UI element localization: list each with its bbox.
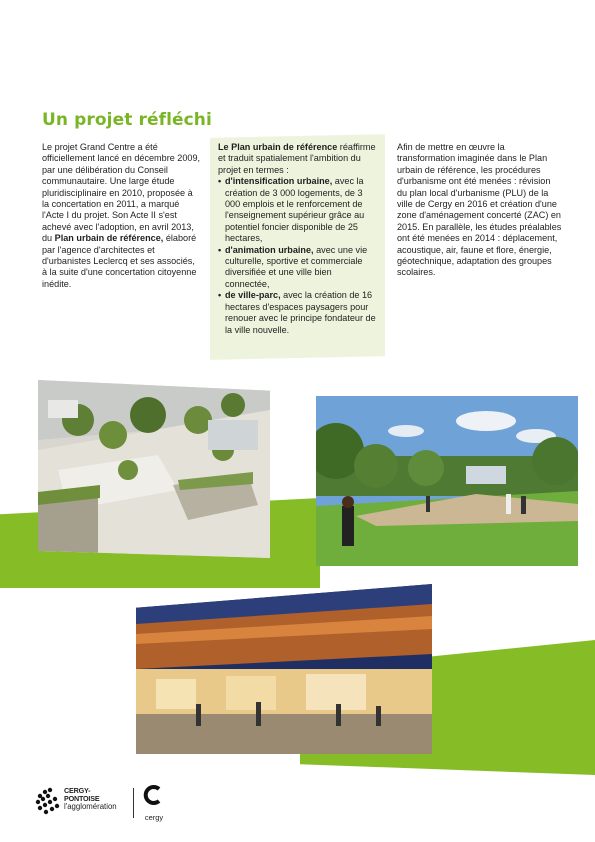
- page-title: Un projet réfléchi: [42, 110, 212, 130]
- intro-column: [42, 142, 202, 290]
- list-item: [218, 245, 378, 291]
- col1-bold: Plan urbain de référence,: [54, 233, 164, 244]
- logo-line-2: PONTOISE: [64, 793, 100, 803]
- col3-text: Afin de mettre en œuvre la transformation imaginée dans le Plan urbain de référence, les procédures d'urbanisme ont été menées : révision du plan local d'urbanisme (PLU) de la ville de Cergy en 2016 et création d'une zone d'aménagement concerté (ZAC) en 2015. En parallèle, les études préalables ont été menées en 2014 : déplacement, acoustique, air, faune et flore, énergie, géotechnique, adaptation des groupes scolaires.: [397, 142, 562, 278]
- procedures-column: [397, 142, 562, 279]
- cergy-c-icon: [143, 784, 165, 806]
- list-item: [218, 290, 378, 336]
- logo-line-3: l'agglomération: [64, 802, 117, 811]
- park-rendering-image: [316, 396, 578, 566]
- agglomeration-dots-icon: [34, 786, 64, 816]
- list-item-bold: d'intensification urbaine,: [225, 176, 333, 187]
- col2-intro: réaffirme et traduit spatialement l'ambition du projet en termes :: [218, 142, 376, 175]
- list-item-text: avec la création de 16 hectares d'espaces paysagers pour renouer avec le principe fondateur de la ville nouvelle.: [225, 290, 376, 335]
- ambition-list: [218, 176, 378, 336]
- cergy-logo: [139, 784, 169, 824]
- col2-intro-bold: Le Plan urbain de référence: [218, 142, 338, 152]
- col1-text: Le projet Grand Centre a été officiellement lancé en décembre 2009, par une délibération du Conseil communautaire. Une large étude pluridisciplinaire en 2010, proposée à la concertation en 2011, a marqué l'Acte I du projet. Son Acte II s'est achevé avec l'adoption, en avril 2013, du: [42, 142, 201, 244]
- list-item-text: avec une vie culturelle, sportive et commerciale diversifiée et une ville bien connectée,: [225, 244, 368, 289]
- list-item-text: avec la création de 3 000 logements, de 3 000 emplois et le renforcement de l'enseignement supérieur grâce au potentiel foncier disponible de 25 hectares,: [225, 176, 365, 244]
- list-item: [218, 176, 378, 244]
- plaza-rendering-image: [38, 380, 270, 558]
- logo-divider: [133, 788, 134, 818]
- col1-text-end: élaboré par l'agence d'architectes et d'urbanistes Leclercq et ses associés, à la suite d'une concertation citoyenne inédite.: [42, 233, 197, 289]
- list-item-bold: d'animation urbaine,: [225, 244, 314, 255]
- cergy-logo-text: cergy: [144, 813, 164, 822]
- plan-column: [218, 142, 378, 336]
- cergy-pontoise-logo: [34, 786, 144, 820]
- market-hall-rendering-image: [136, 584, 432, 754]
- logo-line-1: CERGY-: [64, 786, 91, 795]
- list-item-bold: de ville-parc,: [225, 290, 281, 301]
